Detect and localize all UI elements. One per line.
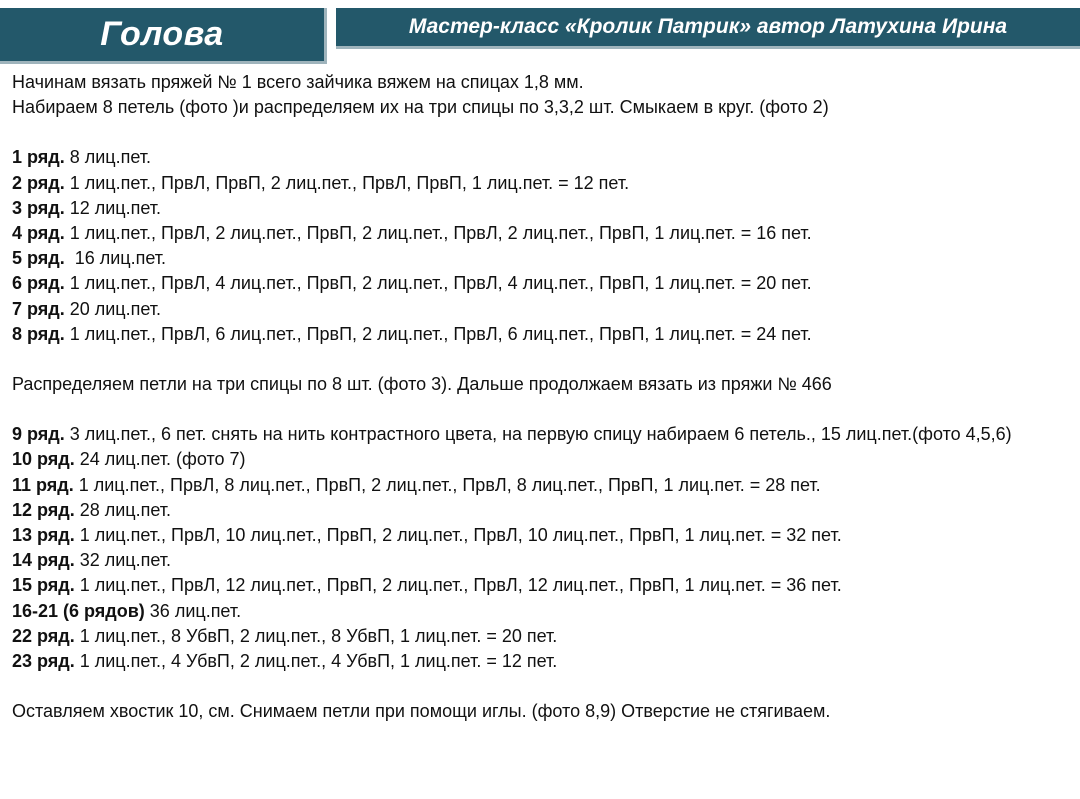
row-instruction — [12, 196, 1067, 221]
row-label: 15 ряд. — [12, 575, 75, 596]
final-note: Оставляем хвостик 10, см. Снимаем петли при помощи иглы. (фото 8,9) Отверстие не стягиваем. — [12, 701, 831, 722]
row-instruction — [12, 473, 1067, 498]
row-instruction — [12, 573, 1067, 598]
row-label: 3 ряд. — [12, 197, 65, 218]
row-label: 1 ряд. — [12, 147, 65, 168]
section-title-banner — [0, 8, 327, 64]
row-instruction — [12, 271, 1067, 296]
row-text: 32 лиц.пет. — [74, 550, 172, 571]
course-title-banner — [336, 8, 1080, 49]
row-instruction — [12, 624, 1067, 649]
row-label: 12 ряд. — [12, 499, 75, 520]
row-label: 10 ряд. — [12, 449, 75, 470]
row-instruction — [12, 171, 1067, 196]
row-text: 24 лиц.пет. (фото 7) — [74, 449, 246, 470]
row-label: 4 ряд. — [12, 223, 65, 244]
row-label: 9 ряд. — [12, 424, 65, 445]
row-instruction — [12, 246, 1067, 271]
row-text: 28 лиц.пет. — [74, 499, 172, 520]
row-text: 1 лиц.пет., ПрвЛ, 2 лиц.пет., ПрвП, 2 лиц.пет., ПрвЛ, 2 лиц.пет., ПрвП, 1 лиц.пет. = 16 пет. — [64, 223, 812, 244]
row-label: 23 ряд. — [12, 651, 75, 672]
row-text: 1 лиц.пет., ПрвЛ, 10 лиц.пет., ПрвП, 2 лиц.пет., ПрвЛ, 10 лиц.пет., ПрвП, 1 лиц.пет. = 32 пет. — [74, 525, 842, 546]
row-text: 1 лиц.пет., ПрвЛ, 4 лиц.пет., ПрвП, 2 лиц.пет., ПрвЛ, 4 лиц.пет., ПрвП, 1 лиц.пет. = 20 пет. — [64, 273, 812, 294]
row-instruction — [12, 322, 1067, 347]
row-text: 1 лиц.пет., ПрвЛ, ПрвП, 2 лиц.пет., ПрвЛ, ПрвП, 1 лиц.пет. = 12 пет. — [64, 172, 630, 193]
row-instruction — [12, 145, 1067, 170]
row-instruction — [12, 297, 1067, 322]
row-label: 22 ряд. — [12, 625, 75, 646]
row-label: 8 ряд. — [12, 323, 65, 344]
row-instruction — [12, 599, 1067, 624]
row-text: 12 лиц.пет. — [64, 197, 162, 218]
row-instruction — [12, 548, 1067, 573]
row-label: 2 ряд. — [12, 172, 65, 193]
row-text: 1 лиц.пет., 8 УбвП, 2 лиц.пет., 8 УбвП, 1 лиц.пет. = 20 пет. — [74, 625, 558, 646]
row-text: 36 лиц.пет. — [144, 600, 242, 621]
row-text: 1 лиц.пет., 4 УбвП, 2 лиц.пет., 4 УбвП, 1 лиц.пет. = 12 пет. — [74, 651, 558, 672]
row-label: 6 ряд. — [12, 273, 65, 294]
row-label: 13 ряд. — [12, 525, 75, 546]
row-text: 1 лиц.пет., ПрвЛ, 12 лиц.пет., ПрвП, 2 лиц.пет., ПрвЛ, 12 лиц.пет., ПрвП, 1 лиц.пет. = 36 пет. — [74, 575, 842, 596]
row-text: 8 лиц.пет. — [64, 147, 151, 168]
intro-line: Набираем 8 петель (фото )и распределяем их на три спицы по 3,3,2 шт. Смыкаем в круг. (фото 2) — [12, 97, 829, 118]
row-instruction — [12, 447, 1067, 472]
intro-line: Начинам вязать пряжей № 1 всего зайчика вяжем на спицах 1,8 мм. — [12, 72, 584, 92]
row-label: 7 ряд. — [12, 298, 65, 319]
row-label: 14 ряд. — [12, 550, 75, 571]
middle-note: Распределяем петли на три спицы по 8 шт. (фото 3). Дальше продолжаем вязать из пряжи № 466 — [12, 374, 832, 395]
row-instruction — [12, 649, 1067, 674]
row-text: 1 лиц.пет., ПрвЛ, 6 лиц.пет., ПрвП, 2 лиц.пет., ПрвЛ, 6 лиц.пет., ПрвП, 1 лиц.пет. = 24 пет. — [64, 323, 812, 344]
section-title: Голова — [100, 15, 224, 53]
row-text: 3 лиц.пет., 6 пет. снять на нить контрастного цвета, на первую спицу набираем 6 петель., 15 лиц.пет.(фото 4,5,6) — [64, 424, 1012, 445]
row-instruction — [12, 523, 1067, 548]
row-label: 5 ряд. — [12, 248, 65, 269]
row-label: 11 ряд. — [12, 474, 74, 495]
row-instruction — [12, 221, 1067, 246]
instructions-body — [12, 70, 1067, 724]
row-instruction — [12, 498, 1067, 523]
row-text: 1 лиц.пет., ПрвЛ, 8 лиц.пет., ПрвП, 2 лиц.пет., ПрвЛ, 8 лиц.пет., ПрвП, 1 лиц.пет. = 28 пет. — [73, 474, 821, 495]
row-instruction — [12, 422, 1067, 447]
row-label: 16-21 (6 рядов) — [12, 600, 145, 621]
row-text: 20 лиц.пет. — [64, 298, 162, 319]
course-title: Мастер-класс «Кролик Патрик» автор Латухина Ирина — [408, 15, 1008, 38]
row-text: 16 лиц.пет. — [64, 248, 167, 269]
